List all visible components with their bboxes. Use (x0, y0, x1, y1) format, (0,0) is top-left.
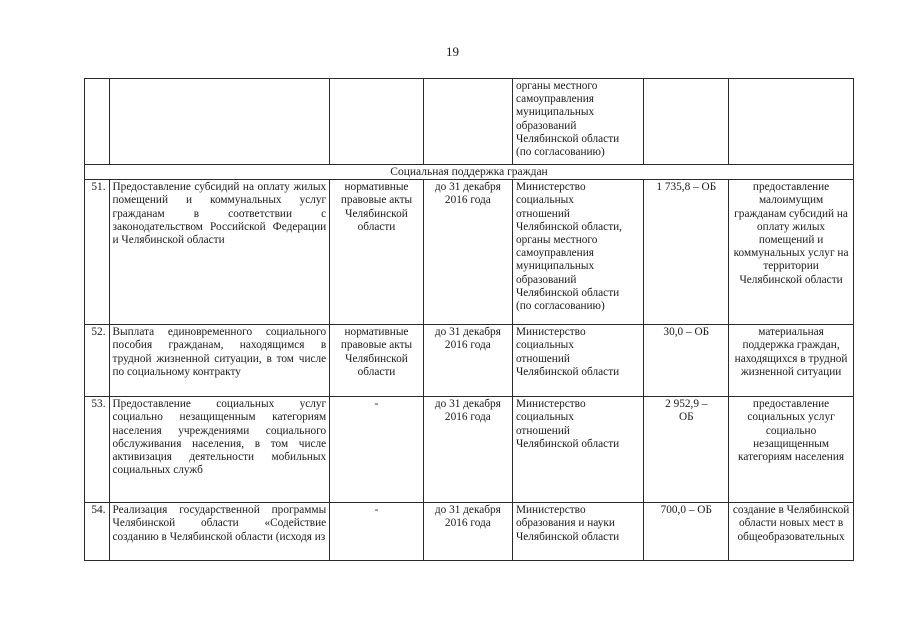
measures-table (84, 78, 854, 561)
row-result: создание в Челябинской области новых мест в общеобразовательных (729, 503, 854, 561)
cell-result (729, 79, 854, 165)
table-row (85, 397, 854, 503)
table-row (85, 325, 854, 397)
row-number: 53. (85, 397, 110, 503)
row-number: 54. (85, 503, 110, 561)
section-header-row (85, 165, 854, 180)
table-row (85, 180, 854, 325)
cell-acts (330, 79, 424, 165)
cell-description (109, 79, 330, 165)
row-deadline: до 31 декабря 2016 года (423, 325, 512, 397)
page-number: 19 (446, 44, 459, 59)
row-responsible: Министерство социальных отношений Челябинской области (512, 397, 644, 503)
row-number: 52. (85, 325, 110, 397)
row-responsible: Министерство социальных отношений Челябинской области (512, 325, 644, 397)
row-result: предоставление малоимущим гражданам субсидий на оплату жилых помещений и коммунальных услуг на территории Челябинской области (729, 180, 854, 325)
row-result: материальная поддержка граждан, находящихся в трудной жизненной ситуации (729, 325, 854, 397)
row-deadline: до 31 декабря 2016 года (423, 503, 512, 561)
row-deadline: до 31 декабря 2016 года (423, 180, 512, 325)
row-funding: 1 735,8 – ОБ (644, 180, 729, 325)
section-title: Социальная поддержка граждан (85, 165, 854, 180)
table-row (85, 503, 854, 561)
row-funding: 30,0 – ОБ (644, 325, 729, 397)
row-responsible: Министерство образования и науки Челябинской области (512, 503, 644, 561)
row-result: предоставление социальных услуг социально незащищенным категориям населения (729, 397, 854, 503)
row-acts: - (330, 503, 424, 561)
row-acts: - (330, 397, 424, 503)
cell-responsible: органы местного самоуправления муниципальных образований Челябинской области (по согласованию) (512, 79, 644, 165)
row-acts: нормативные правовые акты Челябинской области (330, 180, 424, 325)
row-number: 51. (85, 180, 110, 325)
row-funding: 700,0 – ОБ (644, 503, 729, 561)
cell-num (85, 79, 110, 165)
row-description: Предоставление субсидий на оплату жилых помещений и коммунальных услуг гражданам в соответствии с законодательством Российской Федерации и Челябинской области (109, 180, 330, 325)
row-responsible: Министерство социальных отношений Челябинской области, органы местного самоуправления муниципальных образований Челябинской области (по согласованию) (512, 180, 644, 325)
cell-deadline (423, 79, 512, 165)
row-description: Реализация государственной программы Челябинской области «Содействие созданию в Челябинской области (исходя из (109, 503, 330, 561)
cell-funding (644, 79, 729, 165)
continuation-row (85, 79, 854, 165)
row-description: Предоставление социальных услуг социально незащищенным категориям населения учреждениями социального обслуживания населения, в том числе активизация деятельности мобильных социальных служб (109, 397, 330, 503)
row-deadline: до 31 декабря 2016 года (423, 397, 512, 503)
row-description: Выплата единовременного социального пособия гражданам, находящимся в трудной жизненной ситуации, в том числе по социальному контракту (109, 325, 330, 397)
row-funding: 2 952,9 – ОБ (644, 397, 729, 503)
row-acts: нормативные правовые акты Челябинской области (330, 325, 424, 397)
